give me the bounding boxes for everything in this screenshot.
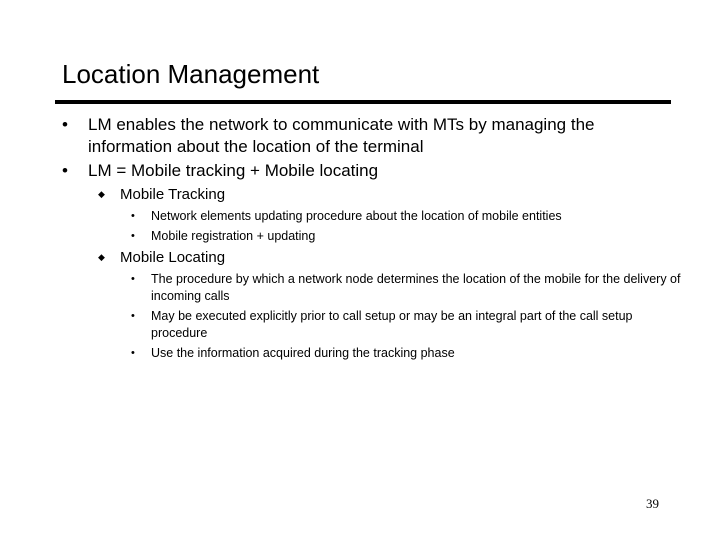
- diamond-bullet-icon: ◆: [98, 189, 105, 199]
- slide-title: Location Management: [62, 59, 320, 89]
- detail-text: May be executed explicitly prior to call setup or may be an integral part of the call setup procedure: [151, 309, 633, 340]
- bullet-icon: •: [131, 273, 135, 285]
- title-divider: [55, 100, 671, 104]
- detail-item: [131, 345, 683, 362]
- sub-bullet-heading: Mobile Tracking: [120, 186, 226, 203]
- bullet-icon: •: [62, 161, 68, 180]
- detail-item: [131, 208, 683, 225]
- sub-bullet-heading: Mobile Locating: [120, 249, 226, 266]
- detail-text: Network elements updating procedure about the location of mobile entities: [151, 209, 562, 223]
- bullet-icon: •: [62, 115, 68, 134]
- bullet-icon: •: [131, 310, 135, 322]
- bullet-text: LM = Mobile tracking + Mobile locating: [88, 161, 379, 180]
- detail-item: [131, 308, 683, 342]
- bullet-icon: •: [131, 230, 135, 242]
- page-number: 39: [646, 496, 659, 511]
- detail-item: [131, 271, 683, 305]
- detail-item: [131, 228, 683, 245]
- detail-text: Mobile registration + updating: [151, 229, 316, 243]
- bullet-item: [62, 160, 648, 182]
- diamond-bullet-icon: ◆: [98, 252, 105, 262]
- bullet-icon: •: [131, 210, 135, 222]
- detail-text: The procedure by which a network node determines the location of the mobile for the delivery of incoming calls: [151, 272, 681, 303]
- bullet-item: [62, 114, 648, 158]
- sub-bullet-mobile-tracking: [98, 185, 620, 204]
- detail-text: Use the information acquired during the tracking phase: [151, 346, 455, 360]
- bullet-icon: •: [131, 347, 135, 359]
- sub-bullet-mobile-locating: [98, 248, 620, 267]
- bullet-text: LM enables the network to communicate with MTs by managing the information about the location of the terminal: [88, 115, 595, 156]
